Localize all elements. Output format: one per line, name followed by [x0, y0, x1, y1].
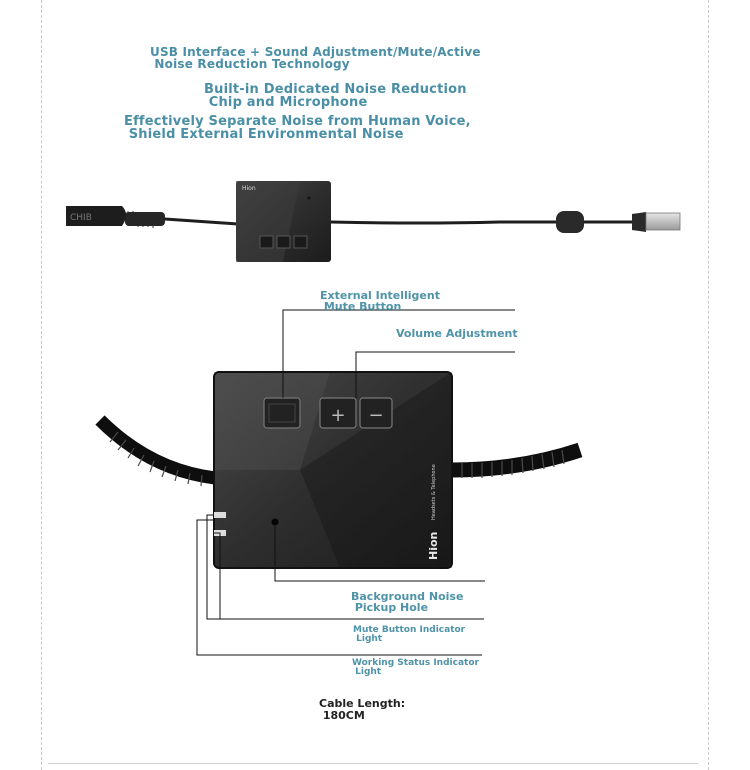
feature-separate-noise: Effectively Separate Noise from Human Voice, Shield External Environmental Noise	[124, 114, 471, 142]
device-brand-sub: Headsets & Telephone	[431, 464, 437, 520]
small-cable-overview	[66, 181, 680, 262]
plus-icon: +	[330, 405, 346, 426]
device-brand: Hion	[427, 531, 440, 560]
small-brand: Hion	[242, 185, 256, 192]
plug-text: CHIB	[70, 213, 92, 223]
callout-volume: Volume Adjustment	[396, 327, 518, 340]
callout-mute-light: Mute Button Indicator Light	[353, 625, 466, 644]
cable-length-label: Cable Length: 180CM	[319, 697, 406, 722]
callout-bg-noise: Background Noise Pickup Hole	[351, 590, 464, 614]
feature-noise-chip: Built-in Dedicated Noise Reduction Chip and Microphone	[204, 82, 467, 110]
large-device	[100, 372, 580, 568]
background-noise-pickup-hole	[272, 519, 279, 526]
mute-indicator-light	[214, 512, 226, 518]
minus-icon: −	[368, 405, 384, 426]
feature-usb-interface: USB Interface + Sound Adjustment/Mute/Active Noise Reduction Technology	[150, 45, 481, 71]
callout-work-light: Working Status Indicator Light	[352, 658, 479, 677]
callout-mute-button: External Intelligent Mute Button	[320, 289, 440, 313]
